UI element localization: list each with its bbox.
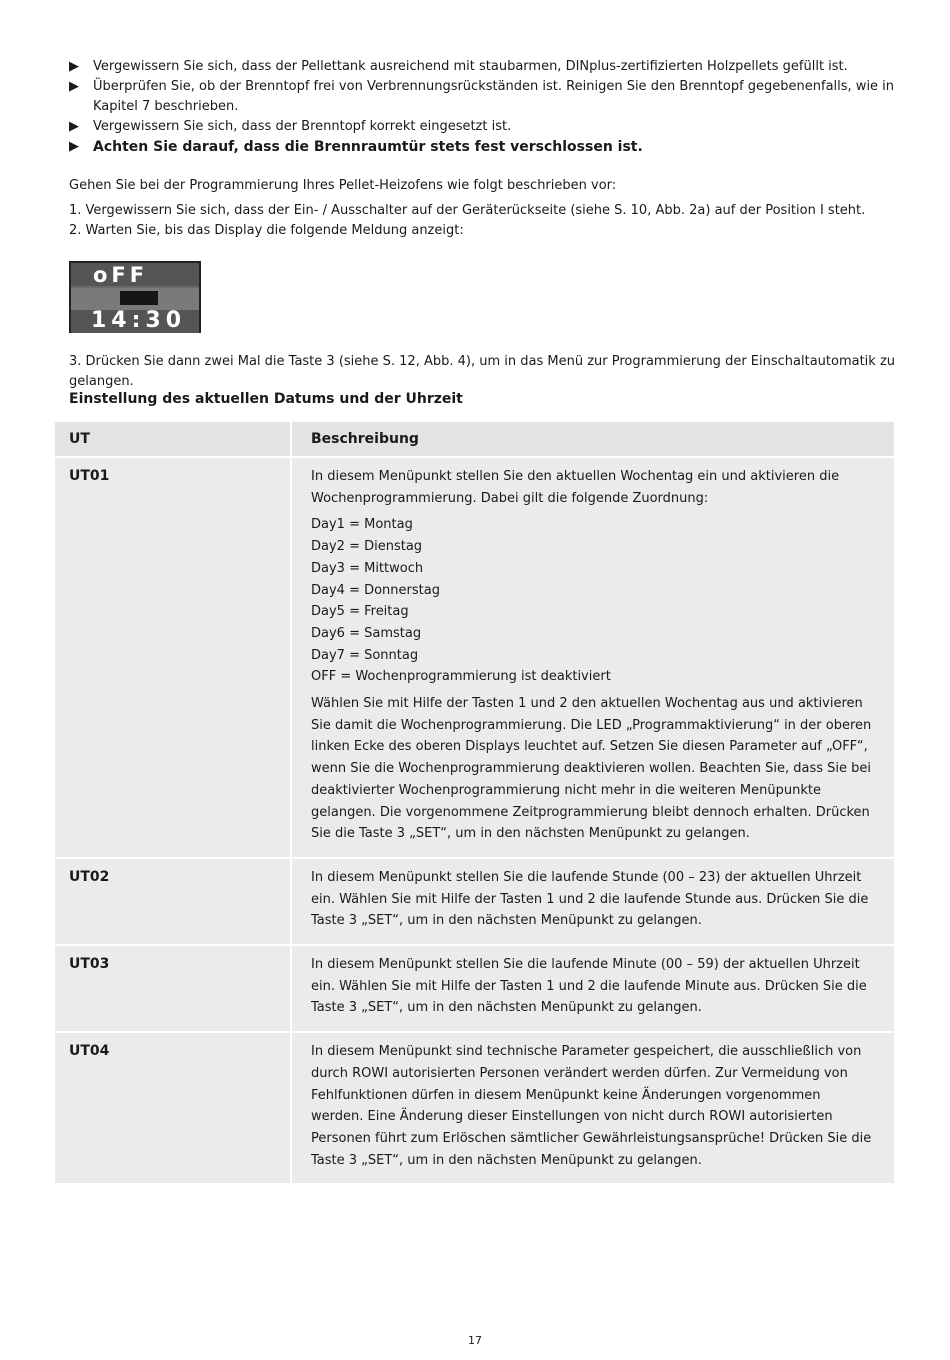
- table-row: [55, 1033, 894, 1183]
- display-top-text: oFF: [93, 263, 149, 287]
- intro-text: Gehen Sie bei der Programmierung Ihres Pellet-Heizofens wie folgt beschrieben vor:: [69, 178, 617, 193]
- list-item: ▶ Überprüfen Sie, ob der Brenntopf frei von Verbrennungsrückständen ist. Reinigen Sie den Brenntopf gegebenenfalls, wie in Kapitel 7 beschrieben.: [69, 79, 895, 114]
- description-text: In diesem Menüpunkt sind technische Parameter gespeichert, die ausschließlich von durch ROWI autorisierten Personen verändert werden dürfen. Zur Vermeidung von Fehlfunktionen dürfen in diesem Menüpunkt keine Änderungen vorgenommen werden. Eine Änderung dieser Einstellungen von nicht durch ROWI autorisierten Personen führt zum Erlöschen sämtlicher Gewährleistungsansprüche! Drücken Sie die Taste 3 „SET“, um in den nächsten Menüpunkt zu gelangen.: [311, 1044, 872, 1168]
- mapping-item: Day4 = Donnerstag: [311, 582, 440, 598]
- mapping-item: Day2 = Dienstag: [311, 539, 423, 555]
- row-description: [292, 458, 894, 857]
- row-code: UT03: [55, 946, 290, 1031]
- table-row: [55, 946, 894, 1031]
- row-description: [292, 946, 894, 1031]
- mapping-item: Day6 = Samstag: [311, 625, 422, 641]
- checklist: [69, 57, 897, 157]
- day-mapping-list: [311, 514, 874, 688]
- step-item: 3. Drücken Sie dann zwei Mal die Taste 3 (siehe S. 12, Abb. 4), um in das Menü zur Programmierung der Einschaltautomatik zu gelangen.: [69, 354, 896, 389]
- column-header-ut: UT: [55, 422, 290, 456]
- display-illustration: [69, 261, 201, 333]
- mapping-item: Day1 = Montag: [311, 517, 413, 533]
- row-code: UT01: [55, 458, 290, 857]
- mapping-item: Day3 = Mittwoch: [311, 560, 424, 576]
- bullet-arrow-icon: ▶: [69, 79, 79, 94]
- step-item: 1. Vergewissern Sie sich, dass der Ein- / Ausschalter auf der Geräterückseite (siehe S. 10, Abb. 2a) auf der Position I steht.: [69, 203, 866, 218]
- page-number: 17: [468, 1334, 482, 1347]
- table-row: [55, 859, 894, 944]
- list-item: ▶ Vergewissern Sie sich, dass der Pellettank ausreichend mit staubarmen, DINplus-zertifizierten Holzpellets gefüllt ist.: [69, 57, 897, 77]
- row-code: UT02: [55, 859, 290, 944]
- settings-table: [55, 422, 894, 1183]
- display-bottom-text: 14:30: [91, 308, 187, 333]
- row-description: [292, 1033, 894, 1183]
- description-text: Wählen Sie mit Hilfe der Tasten 1 und 2 den aktuellen Wochentag aus und aktivieren Sie damit die Wochenprogrammierung. Die LED „Programmaktivierung“ in der oberen linken Ecke des oberen Displays leuchtet auf. Setzen Sie diesen Parameter auf „OFF“, wenn Sie die Wochenprogrammierung deaktivieren wollen. Beachten Sie, dass Sie bei deaktivierter Wochenprogrammierung nicht mehr in die weiteren Menüpunkte gelangen. Die vorgenommene Zeitprogrammierung bleibt dennoch erhalten. Drücken Sie die Taste 3 „SET“, um in den nächsten Menüpunkt zu gelangen.: [311, 696, 872, 842]
- description-text: In diesem Menüpunkt stellen Sie die laufende Minute (00 – 59) der aktuellen Uhrzeit ein. Wählen Sie mit Hilfe der Tasten 1 und 2 die laufende Minute aus. Drücken Sie die Taste 3 „SET“, um in den nächsten Menüpunkt zu gelangen.: [311, 957, 867, 1016]
- section-title: Einstellung des aktuellen Datums und der Uhrzeit: [69, 391, 463, 407]
- list-item-emphasized: ▶ Achten Sie darauf, dass die Brennraumtür stets fest verschlossen ist.: [69, 139, 643, 155]
- bullet-arrow-icon: ▶: [69, 139, 79, 154]
- column-header-description: Beschreibung: [292, 422, 894, 456]
- description-intro: In diesem Menüpunkt stellen Sie den aktuellen Wochentag ein und aktivieren die Wochenprogrammierung. Dabei gilt die folgende Zuordnung:: [311, 469, 840, 506]
- steps-list: [69, 201, 897, 241]
- description-text: In diesem Menüpunkt stellen Sie die laufende Stunde (00 – 23) der aktuellen Uhrzeit ein. Wählen Sie mit Hilfe der Tasten 1 und 2 die laufende Stunde aus. Drücken Sie die Taste 3 „SET“, um in den nächsten Menüpunkt zu gelangen.: [311, 869, 869, 929]
- led-indicator: [120, 291, 158, 305]
- bullet-arrow-icon: ▶: [69, 59, 79, 74]
- step-item: 2. Warten Sie, bis das Display die folgende Meldung anzeigt:: [69, 223, 464, 238]
- list-item: ▶ Vergewissern Sie sich, dass der Brenntopf korrekt eingesetzt ist.: [69, 117, 897, 137]
- table-header-row: [55, 422, 894, 456]
- mapping-item: Day5 = Freitag: [311, 604, 409, 620]
- mapping-item: Day7 = Sonntag: [311, 647, 419, 663]
- row-code: UT04: [55, 1033, 290, 1183]
- bullet-arrow-icon: ▶: [69, 119, 79, 134]
- mapping-item: OFF = Wochenprogrammierung ist deaktiviert: [311, 669, 611, 685]
- row-description: [292, 859, 894, 944]
- table-row: [55, 458, 894, 857]
